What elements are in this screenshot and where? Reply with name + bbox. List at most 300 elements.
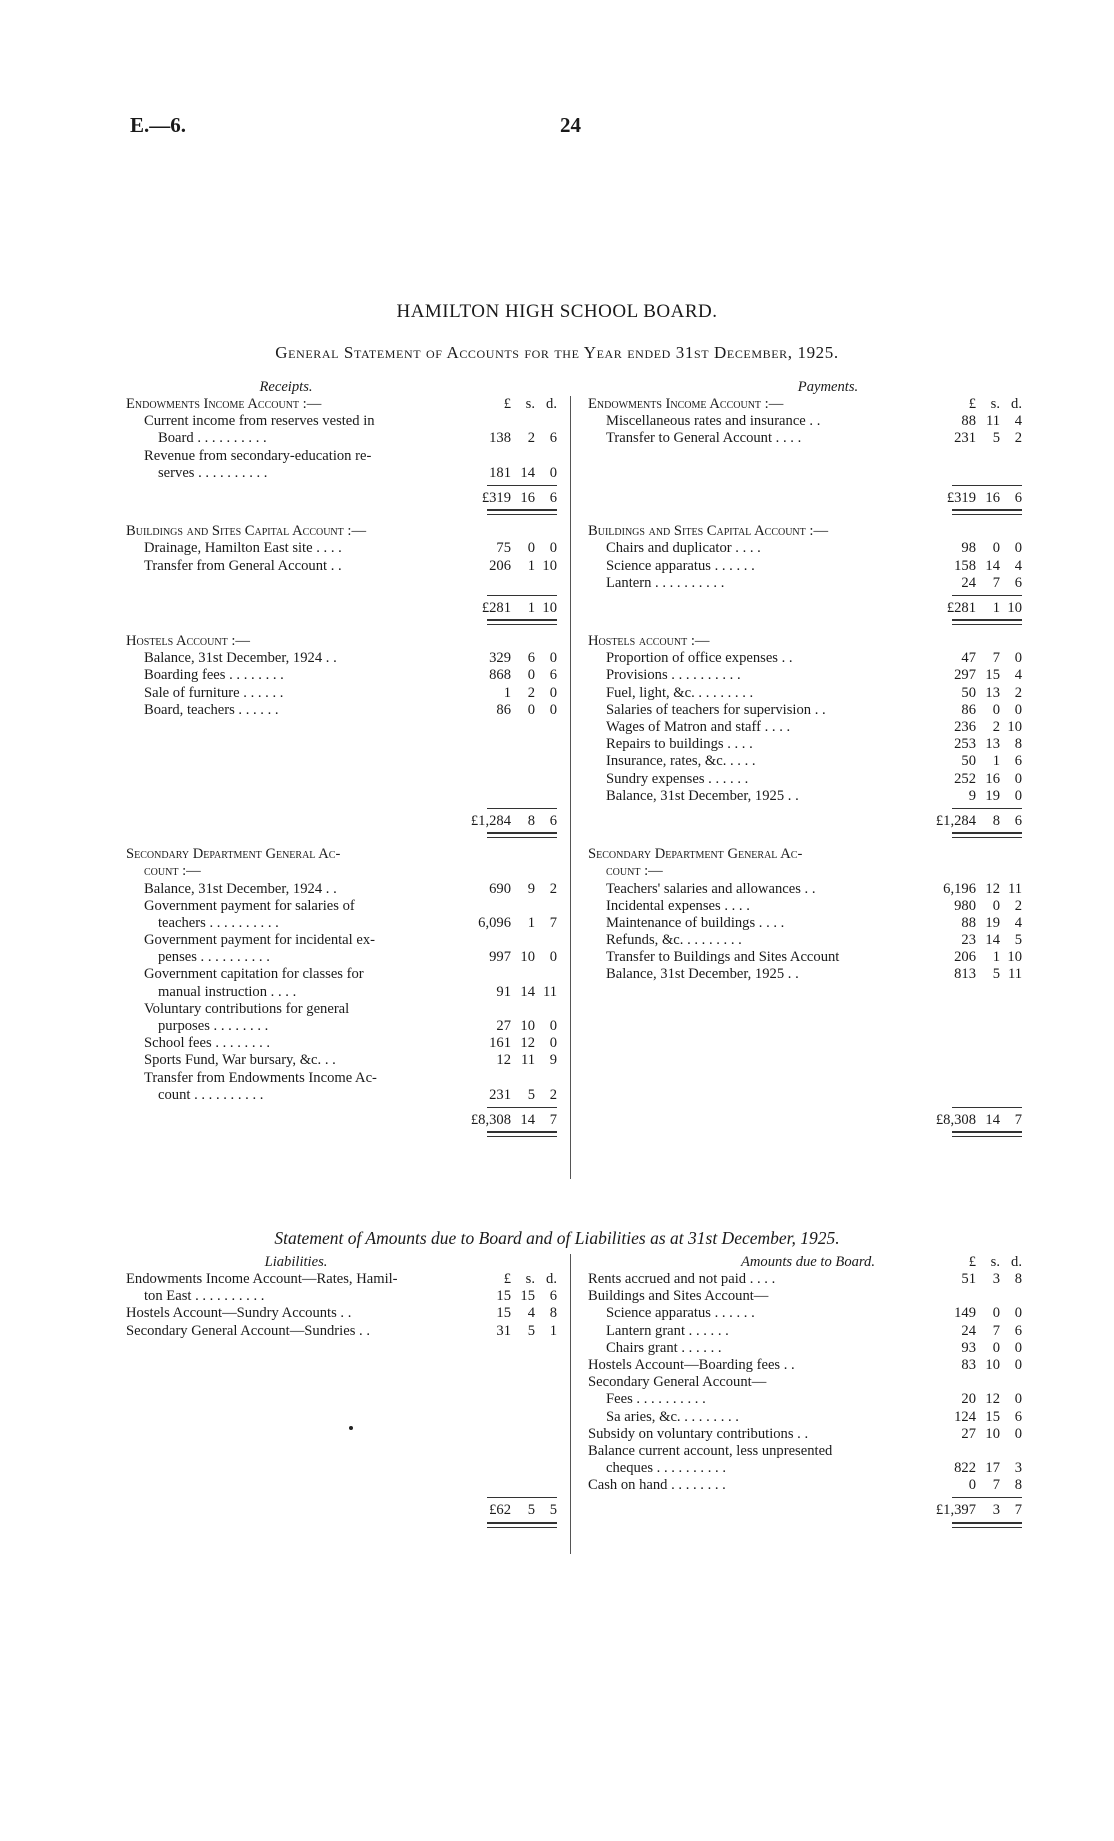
statement-line-label: Hostels Account—Sundry Accounts . .	[126, 1305, 352, 1322]
section-heading-cont	[588, 863, 1024, 880]
account-line	[588, 771, 1024, 788]
pence-value: 4	[1014, 914, 1022, 931]
pounds-value: 27	[496, 1018, 511, 1034]
pence-header: d.	[546, 1271, 557, 1287]
receipts-section	[126, 523, 559, 633]
pence-value: 6	[549, 489, 557, 506]
section-total-amount	[909, 813, 1024, 830]
account-line-amount	[444, 650, 559, 667]
shillings-value: 13	[985, 684, 1000, 701]
statement-line-label: Secondary General Account—	[588, 1374, 767, 1391]
shillings-value: 10	[520, 1018, 535, 1034]
pounds-value: 86	[496, 701, 511, 718]
statement-total	[126, 1502, 559, 1519]
pounds-value: 181	[489, 464, 511, 481]
shillings-value: 15	[985, 667, 1000, 684]
account-line-amount	[909, 558, 1024, 575]
pence-value: 2	[1014, 897, 1022, 914]
account-line-amount	[444, 1052, 559, 1069]
pence-header: d.	[1011, 396, 1022, 412]
account-line-label: Balance, 31st December, 1924 . .	[144, 880, 337, 897]
account-line-label: count . . . . . . . . . .	[158, 1086, 264, 1103]
account-line-label: Proportion of office expenses . .	[606, 650, 793, 667]
pence-value: 0	[1014, 540, 1022, 557]
stray-ink-dot	[349, 1426, 353, 1430]
shillings-value: 14	[520, 983, 535, 1000]
account-line-amount	[909, 719, 1024, 736]
shillings-value: 1	[992, 949, 1000, 966]
shillings-value: 7	[992, 1322, 1000, 1339]
statement-line-label: Cash on hand . . . . . . . .	[588, 1477, 726, 1494]
section-total	[588, 813, 1024, 830]
pence-value: 1	[549, 1322, 557, 1339]
pounds-value: £1,284	[470, 812, 511, 829]
account-line-label: Balance, 31st December, 1925 . .	[606, 966, 799, 983]
section-total	[588, 600, 1024, 617]
account-line-amount	[444, 685, 559, 702]
shillings-value: 16	[985, 770, 1000, 787]
statement-line-amount	[444, 1305, 559, 1322]
pounds-value: £319	[481, 489, 511, 506]
pounds-value: 980	[954, 897, 976, 914]
account-line-amount	[909, 685, 1024, 702]
account-line	[126, 1018, 559, 1035]
section-total	[588, 490, 1024, 507]
account-line	[588, 430, 1024, 447]
account-line	[126, 932, 559, 949]
pounds-value: 138	[489, 430, 511, 447]
section-heading-label: Endowments Income Account :—	[588, 396, 784, 412]
pounds-value: £319	[946, 489, 976, 506]
account-line-label: Sports Fund, War bursary, &c. . .	[144, 1052, 336, 1069]
statement-line	[126, 1323, 559, 1340]
payments-section	[588, 633, 1024, 846]
shillings-value: 11	[985, 413, 1000, 430]
statement-line	[588, 1443, 1024, 1460]
account-line-label: Incidental expenses . . . .	[606, 897, 750, 914]
pounds-value: £1,284	[935, 812, 976, 829]
receipts-section	[126, 633, 559, 846]
account-line-label: Repairs to buildings . . . .	[606, 736, 753, 753]
pence-value: 0	[1014, 650, 1022, 667]
pence-value: 4	[1014, 557, 1022, 574]
account-line-label: Transfer from General Account . .	[144, 557, 342, 574]
account-line-amount	[444, 430, 559, 447]
shillings-value: 14	[520, 1111, 535, 1128]
pounds-value: 31	[496, 1322, 511, 1339]
account-line-label: Sale of furniture . . . . . .	[144, 684, 284, 701]
account-line	[588, 702, 1024, 719]
total-double-rule	[487, 1131, 557, 1137]
pounds-value: 206	[489, 557, 511, 574]
account-line-amount	[909, 702, 1024, 719]
shillings-value: 7	[992, 650, 1000, 667]
account-line-label: Miscellaneous rates and insurance . .	[606, 413, 821, 430]
liabilities-caption: Liabilities.	[264, 1254, 328, 1270]
pounds-value: 206	[954, 949, 976, 966]
pence-value: 6	[549, 430, 557, 447]
subtotal-rule	[487, 1497, 557, 1498]
section-total-amount	[909, 600, 1024, 617]
shillings-value: 19	[985, 914, 1000, 931]
subtotal-rule	[487, 1107, 557, 1108]
account-line	[126, 667, 559, 684]
pence-value: 0	[549, 701, 557, 718]
account-line-amount	[909, 881, 1024, 898]
pence-value: 0	[1014, 787, 1022, 804]
pounds-value: 813	[954, 966, 976, 983]
account-line	[126, 702, 559, 719]
shillings-value: 5	[527, 1086, 535, 1103]
account-line-label: Transfer to Buildings and Sites Account	[606, 949, 840, 966]
page-number: 24	[560, 113, 581, 137]
account-line-label: Government payment for incidental ex-	[144, 932, 375, 949]
pounds-value: 50	[961, 753, 976, 770]
section-total-amount	[909, 490, 1024, 507]
pence-value: 3	[1014, 1460, 1022, 1477]
account-line-label: Revenue from secondary-education re-	[144, 447, 372, 464]
shillings-value: 12	[985, 1391, 1000, 1408]
shillings-value: 13	[985, 736, 1000, 753]
pence-value: 10	[542, 599, 557, 616]
account-line-amount	[444, 1018, 559, 1035]
pounds-value: 15	[496, 1305, 511, 1322]
account-line	[588, 915, 1024, 932]
pounds-value: 51	[961, 1271, 976, 1287]
shillings-value: 1	[527, 557, 535, 574]
shillings-value: 15	[985, 1408, 1000, 1425]
statement-line-amount	[909, 1391, 1024, 1408]
shillings-value: 17	[985, 1460, 1000, 1477]
shillings-value: 1	[527, 914, 535, 931]
account-line-label: Maintenance of buildings . . . .	[606, 914, 785, 931]
receipts-caption: Receipts.	[259, 379, 313, 395]
account-line	[588, 575, 1024, 592]
statement-line-label: Buildings and Sites Account—	[588, 1288, 769, 1305]
account-line-amount	[909, 430, 1024, 447]
shillings-value: 5	[992, 430, 1000, 447]
total-double-rule	[487, 619, 557, 625]
section-total	[126, 1112, 559, 1129]
account-line-label: Transfer from Endowments Income Ac-	[144, 1069, 377, 1086]
amounts-due-caption: Amounts due to Board.	[740, 1254, 876, 1270]
pence-value: 0	[1014, 1305, 1022, 1322]
pounds-value: £281	[481, 599, 511, 616]
account-line-label: Science apparatus . . . . . .	[606, 557, 755, 574]
account-line-label: manual instruction . . . .	[158, 983, 297, 1000]
payments-caption: Payments.	[797, 379, 859, 395]
pence-value: 10	[542, 557, 557, 574]
shillings-value: 6	[527, 650, 535, 667]
pounds-value: 98	[961, 540, 976, 557]
account-line-label: Balance, 31st December, 1924 . .	[144, 650, 337, 667]
section-heading-label: Buildings and Sites Capital Account :—	[588, 523, 829, 540]
statement-line	[588, 1271, 1024, 1288]
statement-line-label: ton East . . . . . . . . . .	[144, 1288, 265, 1305]
pence-value: 0	[549, 650, 557, 667]
account-line-label: Government capitation for classes for	[144, 966, 364, 983]
account-line-label: Salaries of teachers for supervision . .	[606, 701, 826, 718]
statement-line	[588, 1409, 1024, 1426]
pounds-value: 24	[961, 1322, 976, 1339]
shillings-header: s.	[990, 1254, 1000, 1270]
account-line-label: Balance, 31st December, 1925 . .	[606, 787, 799, 804]
statement-line	[126, 1305, 559, 1322]
section-heading	[126, 633, 559, 650]
shillings-value: 0	[992, 897, 1000, 914]
shillings-value: 12	[520, 1035, 535, 1052]
statement-line	[588, 1340, 1024, 1357]
shillings-value: 10	[985, 1425, 1000, 1442]
account-line	[126, 1035, 559, 1052]
section-heading-label: Secondary Department General Ac-	[126, 846, 341, 863]
section-total-amount	[444, 490, 559, 507]
statement-line	[588, 1374, 1024, 1391]
pounds-value: 20	[961, 1391, 976, 1408]
pence-value: 2	[549, 1086, 557, 1103]
account-line-label: Drainage, Hamilton East site . . . .	[144, 540, 342, 557]
statement-line	[588, 1357, 1024, 1374]
account-line-amount	[909, 966, 1024, 983]
account-line	[126, 984, 559, 1001]
account-line-label: School fees . . . . . . . .	[144, 1035, 271, 1052]
total-double-rule	[952, 619, 1022, 625]
statement-total	[588, 1502, 1024, 1519]
section-heading	[126, 846, 559, 863]
payments-section	[588, 523, 1024, 633]
shillings-value: 2	[992, 719, 1000, 735]
shillings-value: 5	[992, 966, 1000, 983]
pounds-value: 83	[961, 1356, 976, 1373]
pence-value: 7	[549, 914, 557, 931]
shillings-value: 12	[985, 880, 1000, 897]
account-line	[126, 413, 559, 430]
account-line-label: Government payment for salaries of	[144, 897, 355, 914]
pounds-value: 252	[954, 770, 976, 787]
pounds-value: £281	[946, 599, 976, 616]
account-line-label: Chairs and duplicator . . . .	[606, 540, 761, 557]
shillings-value: 0	[527, 667, 535, 684]
account-line	[588, 685, 1024, 702]
pence-value: 4	[1014, 413, 1022, 430]
pence-value: 8	[1014, 1271, 1022, 1287]
account-line-label: Board, teachers . . . . . .	[144, 701, 279, 718]
pounds-value: 231	[954, 430, 976, 447]
account-line-amount	[444, 1035, 559, 1052]
account-line-amount	[444, 915, 559, 932]
total-double-rule	[487, 509, 557, 515]
section-total-amount	[444, 600, 559, 617]
receipts-section	[126, 846, 559, 1145]
shillings-value: 4	[527, 1305, 535, 1322]
account-line-amount	[909, 771, 1024, 788]
pence-value: 2	[1014, 430, 1022, 447]
payments-section	[588, 396, 1024, 523]
shillings-value: 14	[520, 464, 535, 481]
pounds-value: 91	[496, 983, 511, 1000]
pence-value: 0	[549, 684, 557, 701]
total-double-rule	[952, 509, 1022, 515]
account-line-label: Fuel, light, &c. . . . . . . . .	[606, 684, 754, 701]
pounds-value: 161	[489, 1035, 511, 1052]
section-heading	[588, 846, 1024, 863]
section-heading	[126, 523, 559, 540]
pence-value: 11	[1007, 880, 1022, 897]
account-line	[588, 932, 1024, 949]
board-title: HAMILTON HIGH SCHOOL BOARD.	[396, 301, 718, 322]
account-line-label: Refunds, &c. . . . . . . . .	[606, 932, 742, 949]
statement-line-label: Lantern grant . . . . . .	[606, 1322, 729, 1339]
pounds-value: 297	[954, 667, 976, 684]
account-line	[126, 430, 559, 447]
pence-value: 11	[1007, 966, 1022, 983]
statement-divider	[570, 1254, 571, 1554]
pounds-value: 158	[954, 557, 976, 574]
section-total	[588, 1112, 1024, 1129]
pounds-value: 329	[489, 650, 511, 667]
pence-value: 7	[549, 1111, 557, 1128]
account-line-amount	[909, 575, 1024, 592]
shillings-value: 11	[520, 1052, 535, 1069]
total-double-rule	[487, 1522, 557, 1528]
pence-value: 8	[1014, 1477, 1022, 1494]
account-line	[588, 540, 1024, 557]
document-reference: E.—6.	[130, 113, 187, 137]
account-line-label: purposes . . . . . . . .	[158, 1018, 269, 1034]
subtotal-rule	[952, 1107, 1022, 1108]
payments-section	[588, 846, 1024, 1145]
statement-subtitle: General Statement of Accounts for the Year ended 31st December, 1925.	[275, 343, 839, 362]
account-line-label: Boarding fees . . . . . . . .	[144, 667, 284, 684]
total-double-rule	[952, 1131, 1022, 1137]
statement-line	[588, 1305, 1024, 1322]
section-total	[126, 490, 559, 507]
subtotal-rule	[952, 808, 1022, 809]
shillings-value: 8	[992, 812, 1000, 829]
account-line-amount	[444, 702, 559, 719]
pounds-value: 24	[961, 574, 976, 591]
receipts-section	[126, 396, 559, 523]
shillings-header: s.	[525, 1271, 535, 1287]
pence-value: 11	[542, 983, 557, 1000]
shillings-value: 7	[992, 574, 1000, 591]
statement-line	[588, 1426, 1024, 1443]
pence-value: 0	[549, 464, 557, 481]
pence-value: 10	[1007, 719, 1022, 735]
section-heading	[126, 396, 559, 413]
pence-value: 8	[1014, 736, 1022, 753]
shillings-value: 10	[520, 949, 535, 966]
section-heading-cont-label: count :—	[144, 863, 201, 880]
pence-value: 0	[549, 949, 557, 966]
statement-line-amount	[909, 1426, 1024, 1443]
pounds-value: 12	[496, 1052, 511, 1069]
statement-line	[588, 1391, 1024, 1408]
shillings-value: 8	[527, 812, 535, 829]
account-line-label: penses . . . . . . . . . .	[158, 949, 270, 966]
shillings-value: 3	[992, 1271, 1000, 1287]
account-line-amount	[909, 753, 1024, 770]
pounds-value: 27	[961, 1425, 976, 1442]
account-line	[588, 898, 1024, 915]
pounds-header: £	[503, 396, 511, 412]
account-line-amount	[909, 667, 1024, 684]
account-line	[588, 736, 1024, 753]
pence-value: 9	[549, 1052, 557, 1069]
account-line-label: Voluntary contributions for general	[144, 1000, 350, 1017]
account-line	[126, 1052, 559, 1069]
shillings-value: 7	[992, 1477, 1000, 1494]
statement-line-label: Science apparatus . . . . . .	[606, 1305, 755, 1322]
account-line	[588, 881, 1024, 898]
account-line	[126, 540, 559, 557]
pounds-value: 690	[489, 880, 511, 897]
pounds-value: £8,308	[935, 1111, 976, 1128]
account-line	[126, 1070, 559, 1087]
pounds-value: 15	[496, 1288, 511, 1305]
pence-value: 0	[1014, 1339, 1022, 1356]
account-line-amount	[909, 413, 1024, 430]
pence-value: 0	[1014, 1391, 1022, 1408]
subtotal-rule	[952, 595, 1022, 596]
account-line-amount	[909, 736, 1024, 753]
shillings-value: 16	[520, 489, 535, 506]
account-line-amount	[444, 881, 559, 898]
subtotal-rule	[952, 485, 1022, 486]
pounds-value: 9	[968, 787, 976, 804]
account-line-amount	[444, 558, 559, 575]
shillings-value: 5	[527, 1322, 535, 1339]
pence-value: 5	[549, 1502, 557, 1519]
statement-line	[126, 1288, 559, 1305]
pence-value: 7	[1014, 1502, 1022, 1519]
account-line-amount	[444, 465, 559, 482]
shillings-value: 0	[527, 701, 535, 718]
section-heading-label: Secondary Department General Ac-	[588, 846, 803, 863]
account-line	[588, 966, 1024, 983]
pence-value: 0	[549, 1035, 557, 1052]
shillings-value: 0	[992, 1305, 1000, 1322]
pounds-header: £	[968, 396, 976, 412]
column-divider	[570, 396, 571, 1179]
section-total-amount	[909, 1112, 1024, 1129]
pounds-header: £	[503, 1271, 511, 1287]
pence-header: d.	[546, 396, 557, 412]
account-line-label: Board . . . . . . . . . .	[158, 430, 267, 447]
account-line-amount	[444, 984, 559, 1001]
total-double-rule	[487, 832, 557, 838]
statement-line-label: Balance current account, less unpresented	[588, 1442, 833, 1459]
account-line-amount	[909, 650, 1024, 667]
account-line	[126, 448, 559, 465]
section-heading-label: Hostels account :—	[588, 633, 710, 650]
pence-value: 4	[1014, 667, 1022, 684]
account-line	[126, 465, 559, 482]
statement-total-amount	[909, 1502, 1024, 1519]
statement-line-label: Sa aries, &c. . . . . . . . .	[606, 1408, 739, 1425]
pounds-value: 88	[961, 413, 976, 430]
pounds-value: 6,196	[943, 880, 976, 897]
account-line-amount	[909, 932, 1024, 949]
account-line-amount	[909, 915, 1024, 932]
account-line	[588, 558, 1024, 575]
section-total	[126, 600, 559, 617]
pounds-value: 868	[489, 667, 511, 684]
pounds-value: £8,308	[470, 1111, 511, 1128]
account-line	[588, 413, 1024, 430]
statement-line-label: cheques . . . . . . . . . .	[606, 1460, 726, 1477]
account-line	[126, 881, 559, 898]
